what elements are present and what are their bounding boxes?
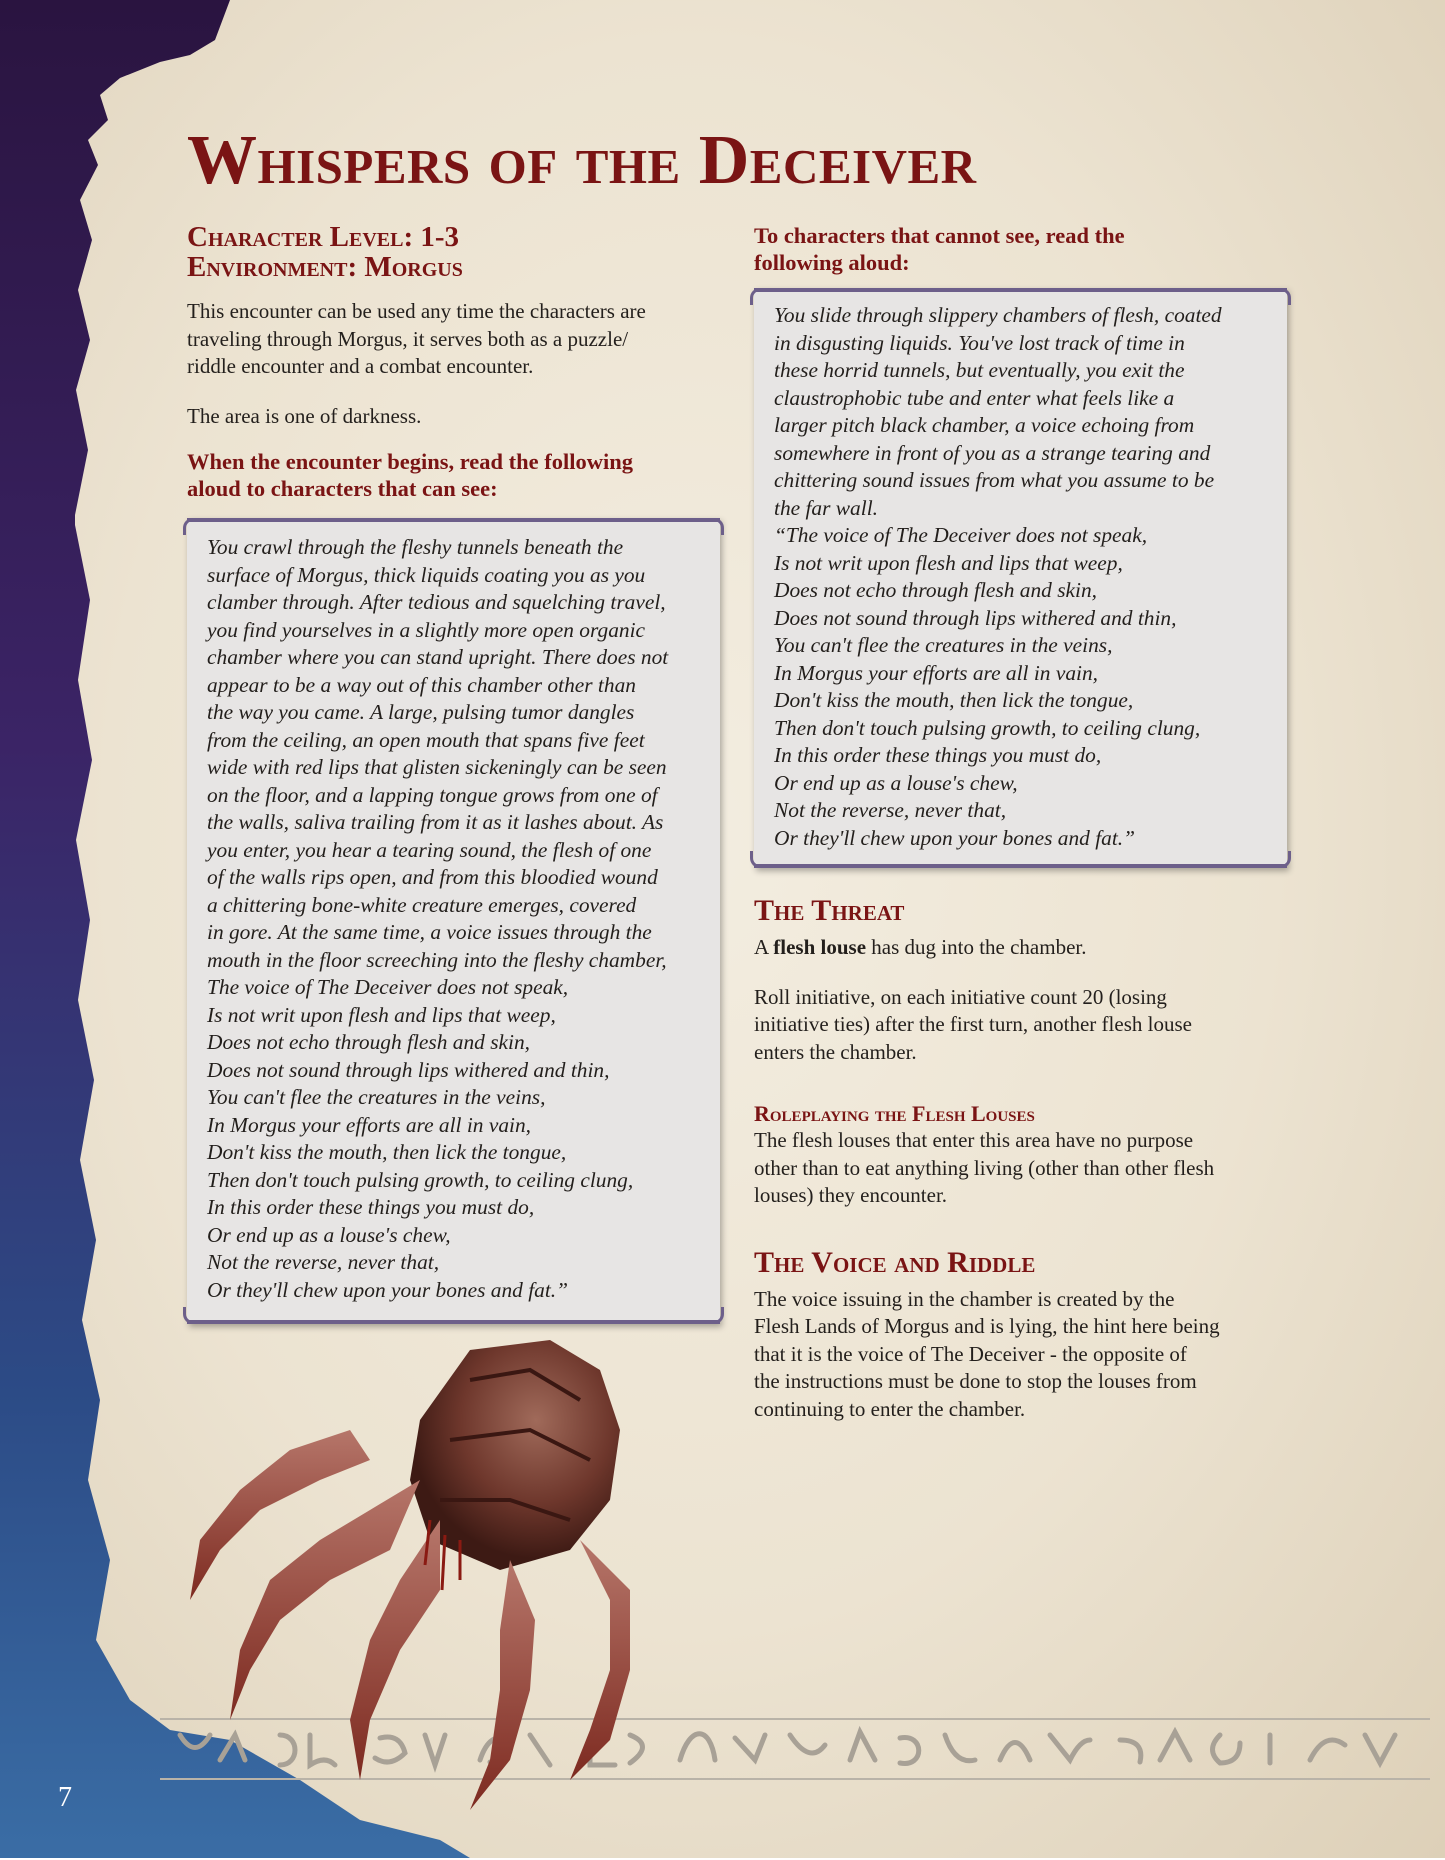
read-aloud-line: claustrophobic tube and enter what feels like a	[774, 385, 1175, 410]
initiative-paragraph	[754, 984, 1264, 1067]
voice-line: The voice issuing in the chamber is created by the	[754, 1286, 1175, 1311]
read-aloud-line: Then don't touch pulsing growth, to ceiling clung,	[207, 1167, 634, 1192]
darkness-paragraph: The area is one of darkness.	[187, 403, 422, 428]
read-aloud-line: Not the reverse, never that,	[207, 1250, 440, 1274]
read-aloud-line: Is not writ upon flesh and lips that weep,	[774, 550, 1123, 575]
read-aloud-box-unsighted	[754, 288, 1287, 868]
read-aloud-line: Does not echo through flesh and skin,	[207, 1030, 531, 1054]
read-aloud-line: Not the reverse, never that,	[774, 798, 1007, 822]
read-aloud-line: you enter, you hear a tearing sound, the flesh of one	[207, 837, 652, 862]
read-aloud-line: Then don't touch pulsing growth, to ceiling clung,	[774, 715, 1201, 740]
roleplay-line: louses) they encounter.	[754, 1183, 948, 1207]
threat-paragraph	[754, 934, 1264, 962]
intro-line: riddle encounter and a combat encounter.	[187, 354, 534, 378]
voice-riddle-paragraph	[754, 1286, 1264, 1424]
roleplaying-heading: Roleplaying the Flesh Louses	[754, 1101, 1035, 1126]
read-aloud-line: Does not sound through lips withered and thin,	[207, 1057, 610, 1082]
threat-article: A	[754, 935, 769, 959]
read-aloud-line: wide with red lips that glisten sickeningly can be seen	[207, 755, 667, 779]
initiative-line: enters the chamber.	[754, 1039, 917, 1064]
threat-heading: The Threat	[754, 894, 905, 927]
read-aloud-line: In this order these things you must do,	[207, 1195, 535, 1219]
read-aloud-line: Don't kiss the mouth, then lick the tongue,	[774, 688, 1134, 712]
flesh-louse-illustration	[170, 1340, 730, 1860]
read-aloud-line: appear to be a way out of this chamber other than	[207, 672, 636, 697]
read-aloud-line: Does not echo through flesh and skin,	[774, 578, 1098, 602]
initiative-line: initiative ties) after the first turn, another flesh louse	[754, 1012, 1192, 1036]
read-aloud-line: Or they'll chew upon your bones and fat.”	[207, 1277, 569, 1302]
read-aloud-line: You can't flee the creatures in the veins,	[207, 1085, 546, 1109]
read-aloud-line: from the ceiling, an open mouth that spans five feet	[207, 727, 645, 752]
read-aloud-line: The voice of The Deceiver does not speak,	[207, 975, 569, 999]
voice-line: Flesh Lands of Morgus and is lying, the hint here being	[754, 1314, 1220, 1338]
roleplay-line: The flesh louses that enter this area have no purpose	[754, 1128, 1194, 1152]
left-column	[187, 222, 697, 1324]
read-aloud-line: “The voice of The Deceiver does not speak,	[774, 523, 1148, 547]
read-aloud-line: Or end up as a louse's chew,	[207, 1222, 451, 1247]
read-aloud-line: the walls, saliva trailing from it as it lashes about. As	[207, 810, 664, 834]
flesh-louse-term: flesh louse	[773, 935, 867, 959]
read-aloud-line: surface of Morgus, thick liquids coating you as you	[207, 562, 646, 587]
page-title: Whispers of the Deceiver	[187, 122, 977, 199]
cue-line: When the encounter begins, read the following	[187, 449, 634, 474]
page-number: 7	[58, 1782, 72, 1813]
read-aloud-line: Don't kiss the mouth, then lick the tongue,	[207, 1140, 567, 1164]
read-aloud-line: In this order these things you must do,	[774, 743, 1102, 767]
read-aloud-line: somewhere in front of you as a strange tearing and	[774, 440, 1211, 465]
voice-line: continuing to enter the chamber.	[754, 1396, 1026, 1421]
voice-line: that it is the voice of The Deceiver - the opposite of	[754, 1341, 1187, 1366]
read-aloud-cue-unsighted	[754, 222, 1264, 276]
read-aloud-line: the way you came. A large, pulsing tumor dangles	[207, 700, 635, 724]
intro-line: traveling through Morgus, it serves both as a puzzle/	[187, 326, 629, 351]
roleplaying-paragraph	[754, 1127, 1264, 1210]
voice-riddle-heading: The Voice and Riddle	[754, 1245, 1036, 1279]
voice-line: the instructions must be done to stop the louses from	[754, 1369, 1197, 1393]
cue-line: aloud to characters that can see:	[187, 476, 498, 501]
environment-heading: Environment: Morgus	[187, 251, 463, 283]
threat-text: has dug into the chamber.	[871, 935, 1087, 959]
read-aloud-line: Or they'll chew upon your bones and fat.”	[774, 825, 1136, 850]
intro-paragraph	[187, 298, 697, 381]
read-aloud-line: clamber through. After tedious and squelching travel,	[207, 590, 666, 614]
read-aloud-line: Is not writ upon flesh and lips that weep,	[207, 1002, 556, 1027]
read-aloud-line: Does not sound through lips withered and thin,	[774, 605, 1177, 630]
read-aloud-line: in disgusting liquids. You've lost track of time in	[774, 330, 1185, 355]
read-aloud-line: you find yourselves in a slightly more open organic	[207, 617, 646, 642]
read-aloud-line: chamber where you can stand upright. There does not	[207, 645, 669, 669]
read-aloud-line: of the walls rips open, and from this bloodied wound	[207, 865, 658, 889]
read-aloud-line: mouth in the floor screeching into the fleshy chamber,	[207, 947, 667, 972]
read-aloud-line: chittering sound issues from what you assume to be	[774, 468, 1215, 492]
read-aloud-line: the far wall.	[774, 495, 878, 520]
cue-line: following aloud:	[754, 250, 910, 275]
initiative-line: Roll initiative, on each initiative count 20 (losing	[754, 984, 1167, 1009]
roleplay-line: other than to eat anything living (other than other flesh	[754, 1155, 1215, 1180]
read-aloud-line: larger pitch black chamber, a voice echoing from	[774, 413, 1195, 437]
read-aloud-line: You crawl through the fleshy tunnels beneath the	[207, 535, 624, 559]
read-aloud-line: In Morgus your efforts are all in vain,	[774, 660, 1099, 685]
read-aloud-line: Or end up as a louse's chew,	[774, 770, 1018, 795]
right-column	[754, 222, 1264, 1445]
read-aloud-line: You can't flee the creatures in the veins,	[774, 633, 1113, 657]
read-aloud-line: In Morgus your efforts are all in vain,	[207, 1112, 532, 1137]
read-aloud-line: these horrid tunnels, but eventually, you exit the	[774, 358, 1185, 382]
read-aloud-line: on the floor, and a lapping tongue grows from one of	[207, 782, 658, 807]
read-aloud-line: You slide through slippery chambers of flesh, coated	[774, 303, 1222, 327]
read-aloud-cue-sighted	[187, 448, 697, 502]
read-aloud-line: in gore. At the same time, a voice issues through the	[207, 920, 652, 944]
read-aloud-box-sighted	[187, 518, 720, 1324]
character-level-heading: Character Level: 1-3	[187, 221, 460, 253]
intro-line: This encounter can be used any time the characters are	[187, 299, 646, 323]
cue-line: To characters that cannot see, read the	[754, 223, 1125, 248]
read-aloud-line: a chittering bone-white creature emerges, covered	[207, 892, 637, 917]
